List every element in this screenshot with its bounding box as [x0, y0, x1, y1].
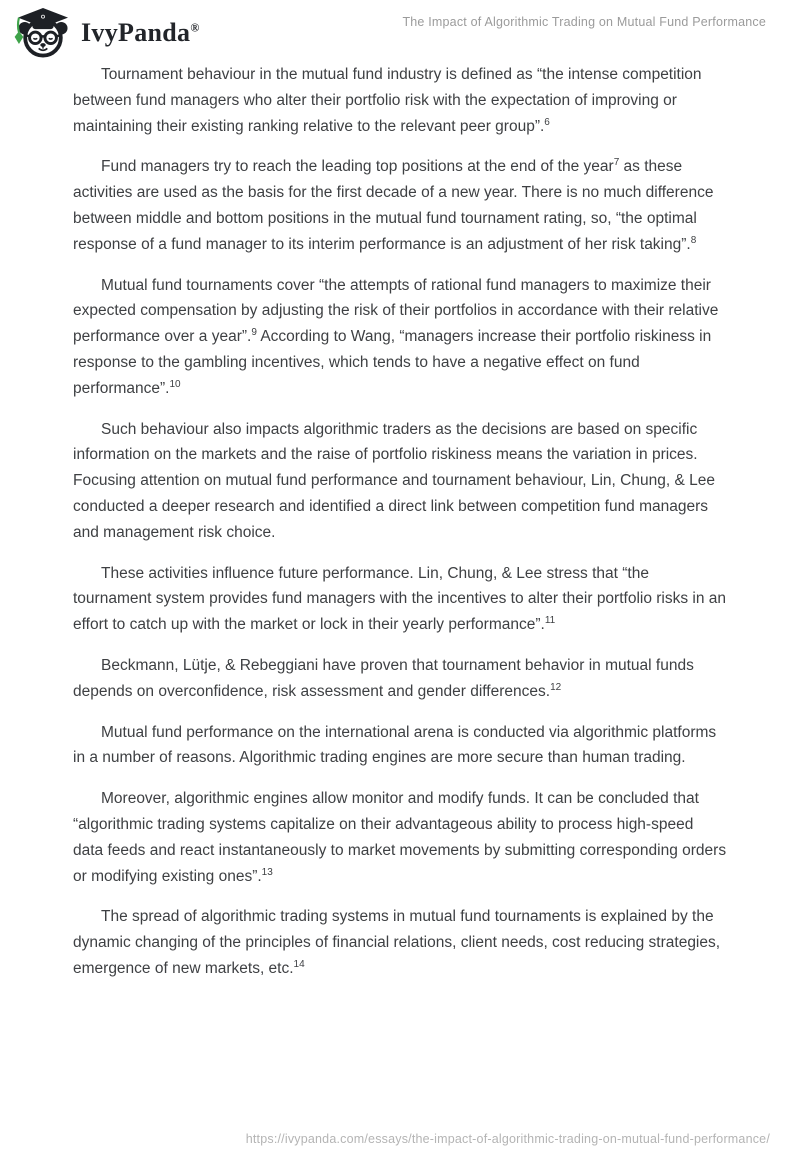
essay-body: [73, 62, 727, 997]
essay-paragraph: These activities influence future performance. Lin, Chung, & Lee stress that “the tournament system provides fund managers with the incentives to alter their portfolio risks in an effort to catch up with the market or lock in their yearly performance”.$^{11}$: [73, 564, 727, 634]
source-url-link[interactable]: https://ivypanda.com/essays/the-impact-of-algorithmic-trading-on-mutual-fund-performance/: [245, 1132, 770, 1146]
footnote-reference: 9: [251, 327, 257, 339]
essay-paragraph: Fund managers try to reach the leading top positions at the end of the year$^7$ as these activities are used as the basis for the first decade of a new year. There is no much difference between middle and bottom positions in the mutual fund tournament rating, so, “the optimal response of a fund manager to its interim performance is an adjustment of her risk taking”.$^8$: [73, 157, 714, 253]
page-footer: [246, 1130, 770, 1148]
essay-paragraph: Tournament behaviour in the mutual fund industry is defined as “the intense competition between fund managers who alter their portfolio risk with the expectation of improving or maintaining their existing ranking relative to the relevant peer group”.$^6$: [73, 66, 702, 135]
footnote-reference: 13: [261, 866, 273, 878]
essay-paragraph: Mutual fund tournaments cover “the attempts of rational fund managers to maximize their expected compensation by adjusting the risk of their portfolios in accordance with their relative performance over a year”.$^9$ According to Wang, “managers increase their portfolio riskiness in response to the gambling incentives, which tends to have a negative effect on fund performance”.$^{10}$: [73, 276, 719, 397]
essay-paragraph: The spread of algorithmic trading systems in mutual fund tournaments is explained by the dynamic changing of the principles of financial relations, client needs, cost reducing strategies, emergence of new markets, etc.$^{14}$: [73, 908, 721, 977]
registered-trademark-mark: ®: [190, 20, 200, 35]
panda-graduation-cap-logo-icon: [14, 8, 72, 58]
footnote-reference: 8: [690, 234, 697, 246]
brand-name-text: IvyPanda: [81, 18, 191, 47]
footnote-reference: 7: [613, 157, 620, 169]
footnote-reference: 6: [544, 116, 550, 128]
brand-logo[interactable]: [14, 8, 200, 58]
document-title: The Impact of Algorithmic Trading on Mutual Fund Performance: [402, 15, 766, 29]
brand-name: [81, 20, 200, 46]
footnote-reference: 10: [169, 378, 181, 390]
footnote-reference: 14: [293, 958, 305, 970]
footnote-reference: 12: [550, 681, 562, 693]
essay-paragraph: Moreover, algorithmic engines allow monitor and modify funds. It can be concluded that “algorithmic trading systems capitalize on their advantageous ability to process high-speed data feeds and react instantaneously to market movements by submitting corresponding orders or modifying existing ones”.$^{13}$: [73, 790, 727, 885]
footnote-reference: 11: [544, 614, 556, 626]
essay-paragraph: Beckmann, Lütje, & Rebeggiani have proven that tournament behavior in mutual funds depends on overconfidence, risk assessment and gender differences.$^{12}$: [73, 656, 694, 700]
essay-paragraph: Mutual fund performance on the international arena is conducted via algorithmic platforms in a number of reasons. Algorithmic trading engines are more secure than human trading.: [73, 723, 717, 767]
essay-paragraph: Such behaviour also impacts algorithmic traders as the decisions are based on specific information on the markets and the raise of portfolio riskiness means the variation in prices. Focusing attention on mutual fund performance and tournament behaviour, Lin, Chung, & Lee conducted a deeper research and identified a direct link between competition fund managers and management risk choice.: [73, 420, 715, 541]
page-header: [0, 0, 800, 62]
